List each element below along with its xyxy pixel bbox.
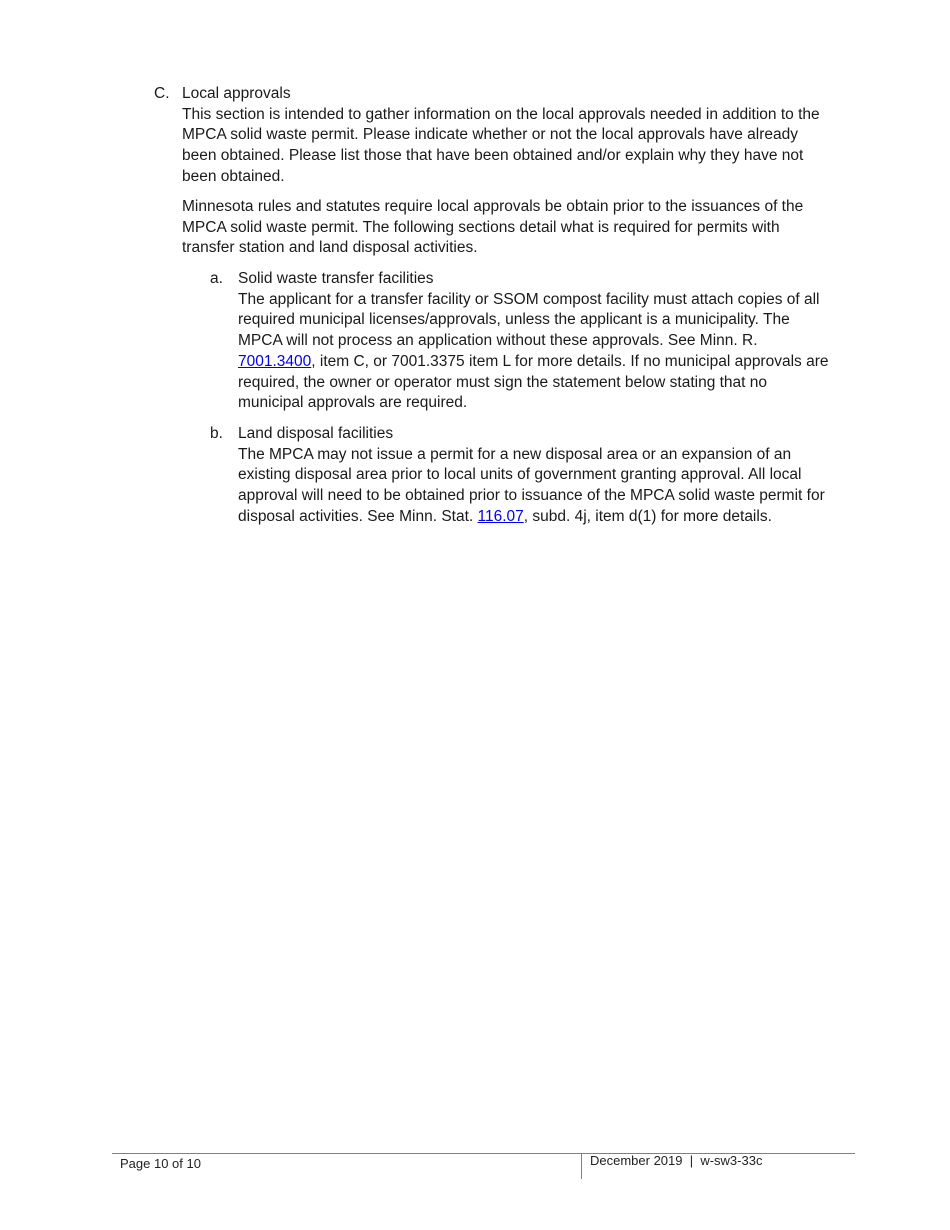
item-b-title: Land disposal facilities — [238, 425, 394, 442]
para1-line: been obtained. — [182, 167, 285, 185]
item-b-link-after: , subd. 4j, item d(1) for more details. — [523, 507, 772, 525]
section-c-para2 — [182, 197, 803, 259]
para1-line: This section is intended to gather information on the local approvals needed in addition to the — [182, 105, 820, 123]
statute-116-07-link[interactable]: 116.07 — [477, 507, 524, 525]
para1-line: MPCA solid waste permit. Please indicate whether or not the local approvals have already — [182, 126, 799, 144]
item-a-link-line — [238, 352, 829, 373]
item-a-line: required, the owner or operator must sign the statement below stating that no — [238, 373, 768, 391]
item-a-link-after: , item C, or 7001.3375 item L for more details. If no municipal approvals are — [311, 352, 829, 370]
para2-line: MPCA solid waste permit. The following sections detail what is required for permits with — [182, 218, 780, 236]
item-a — [238, 269, 829, 414]
item-b-line: existing disposal area prior to local units of government granting approval. All local — [238, 466, 802, 484]
item-a-line: required municipal licenses/approvals, unless the applicant is a municipality. The — [238, 311, 790, 329]
rule-7001-3400-link[interactable]: 7001.3400 — [238, 352, 312, 370]
footer-date-code: December 2019 | w-sw3-33c — [590, 1153, 763, 1168]
item-b — [238, 424, 825, 528]
item-a-label: a. — [210, 270, 223, 287]
item-b-line: approval will need to be obtained prior to issuance of the MPCA solid waste permit for — [238, 487, 825, 505]
item-b-label: b. — [210, 425, 223, 442]
section-c-label: C. — [154, 85, 170, 102]
footer-vertical-divider — [581, 1153, 582, 1179]
item-a-line: municipal approvals are required. — [238, 394, 468, 412]
item-b-line: The MPCA may not issue a permit for a new disposal area or an expansion of an — [238, 445, 792, 463]
item-b-link-line — [238, 507, 825, 528]
para2-line: transfer station and land disposal activities. — [182, 239, 478, 257]
item-a-line: The applicant for a transfer facility or SSOM compost facility must attach copies of all — [238, 290, 820, 308]
section-c-title: Local approvals — [182, 85, 291, 102]
para2-line: Minnesota rules and statutes require local approvals be obtain prior to the issuances of the — [182, 198, 804, 215]
item-a-line: MPCA will not process an application without these approvals. See Minn. R. — [238, 332, 758, 350]
section-c — [182, 84, 820, 188]
item-a-title: Solid waste transfer facilities — [238, 270, 434, 287]
item-b-link-before: disposal activities. See Minn. Stat. — [238, 507, 478, 525]
para1-line: been obtained. Please list those that have been obtained and/or explain why they have not — [182, 147, 804, 165]
page-number: Page 10 of 10 — [120, 1156, 201, 1171]
